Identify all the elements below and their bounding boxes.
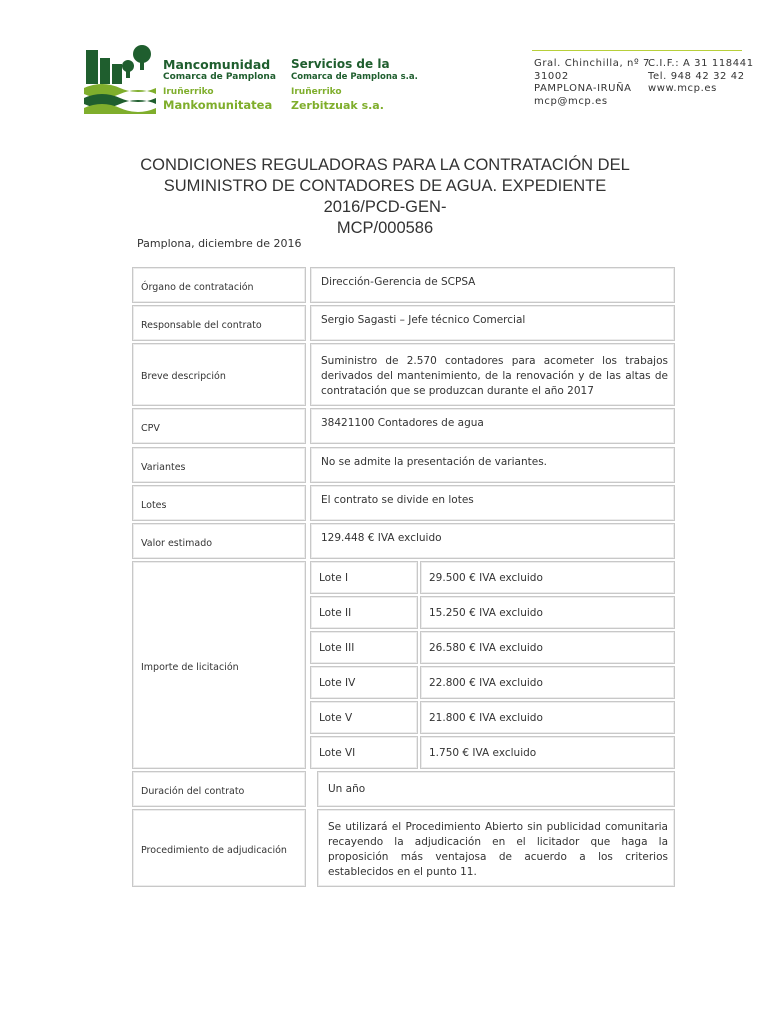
lot-amount-1: 29.500 € IVA excluido <box>420 561 675 594</box>
document-date: Pamplona, diciembre de 2016 <box>137 237 302 250</box>
org2-line1: Servicios de la <box>291 57 390 71</box>
contact-left-4: mcp@mcp.es <box>534 95 608 107</box>
title-line3: MCP/000586 <box>336 219 434 237</box>
contact-right-3: www.mcp.es <box>648 83 717 94</box>
contact-left-2: 31002 <box>534 70 569 82</box>
contact-left-3: PAMPLONA-IRUÑA <box>534 83 632 94</box>
lot-name-5: Lote V <box>310 701 418 734</box>
mancomunidad-logo-icon <box>84 44 156 114</box>
row-procedimiento <box>132 809 675 887</box>
title-line2: SUMINISTRO DE CONTADORES DE AGUA. EXPEDIENTE 2016/PCD-GEN- <box>163 177 607 216</box>
lot-amount-5: 21.800 € IVA excluido <box>420 701 675 734</box>
value-valor: 129.448 € IVA excluido <box>310 523 675 559</box>
label-variantes: Variantes <box>132 447 306 483</box>
row-variantes <box>132 447 675 483</box>
row-descripcion <box>132 343 675 406</box>
label-cpv: CPV <box>132 408 306 444</box>
contact-ids <box>648 58 754 96</box>
title-line1: CONDICIONES REGULADORAS PARA LA CONTRATACIÓN DEL <box>140 156 630 174</box>
contact-right-1: C.I.F.: A 31 118441 <box>648 58 754 69</box>
label-organo: Órgano de contratación <box>132 267 306 303</box>
label-valor: Valor estimado <box>132 523 306 559</box>
label-importe: Importe de licitación <box>132 561 306 769</box>
row-cpv <box>132 408 675 444</box>
row-lotes <box>132 485 675 521</box>
value-duracion: Un año <box>317 771 675 807</box>
lot-name-2: Lote II <box>310 596 418 629</box>
lot-amount-2: 15.250 € IVA excluido <box>420 596 675 629</box>
value-lotes: El contrato se divide en lotes <box>310 485 675 521</box>
lot-name-4: Lote IV <box>310 666 418 699</box>
contact-left-1: Gral. Chinchilla, nº 7 <box>534 58 651 69</box>
label-descripcion: Breve descripción <box>132 343 306 406</box>
label-lotes: Lotes <box>132 485 306 521</box>
row-duracion <box>132 771 675 807</box>
row-responsable <box>132 305 675 341</box>
label-responsable: Responsable del contrato <box>132 305 306 341</box>
label-procedimiento: Procedimiento de adjudicación <box>132 809 306 887</box>
lot-name-3: Lote III <box>310 631 418 664</box>
value-procedimiento: Se utilizará el Procedimiento Abierto sin publicidad comunitaria recayendo la adjudicación en el licitador que haga la proposición más ventajosa de acuerdo a los criterios establecidos en el punto 11. <box>317 809 675 887</box>
org2-line3: Iruñerriko <box>291 87 342 97</box>
value-cpv: 38421100 Contadores de agua <box>310 408 675 444</box>
org2-line2: Comarca de Pamplona s.a. <box>291 72 418 82</box>
contact-right-2: Tel. 948 42 32 42 <box>648 70 745 82</box>
lot-name-6: Lote VI <box>310 736 418 769</box>
row-valor <box>132 523 675 559</box>
mancomunidad-name <box>163 58 276 112</box>
header-divider <box>532 50 742 51</box>
org1-line2: Comarca de Pamplona <box>163 72 276 82</box>
lot-name-1: Lote I <box>310 561 418 594</box>
org2-line4: Zerbitzuak s.a. <box>291 99 384 112</box>
row-organo <box>132 267 675 303</box>
lot-amount-3: 26.580 € IVA excluido <box>420 631 675 664</box>
contact-address <box>534 58 650 108</box>
servicios-name <box>291 58 418 112</box>
value-responsable: Sergio Sagasti – Jefe técnico Comercial <box>310 305 675 341</box>
value-variantes: No se admite la presentación de variantes. <box>310 447 675 483</box>
org1-line4: Mankomunitatea <box>163 98 273 112</box>
org1-line1: Mancomunidad <box>163 57 271 72</box>
label-duracion: Duración del contrato <box>132 771 306 807</box>
org1-line3: Iruñerriko <box>163 87 214 97</box>
document-title <box>128 155 642 239</box>
value-descripcion: Suministro de 2.570 contadores para acometer los trabajos derivados del mantenimiento, de la renovación y de las altas de contratación que se produzcan durante el año 2017 <box>310 343 675 406</box>
row-importe <box>132 561 675 769</box>
lot-amount-4: 22.800 € IVA excluido <box>420 666 675 699</box>
lot-amount-6: 1.750 € IVA excluido <box>420 736 675 769</box>
value-organo: Dirección-Gerencia de SCPSA <box>310 267 675 303</box>
